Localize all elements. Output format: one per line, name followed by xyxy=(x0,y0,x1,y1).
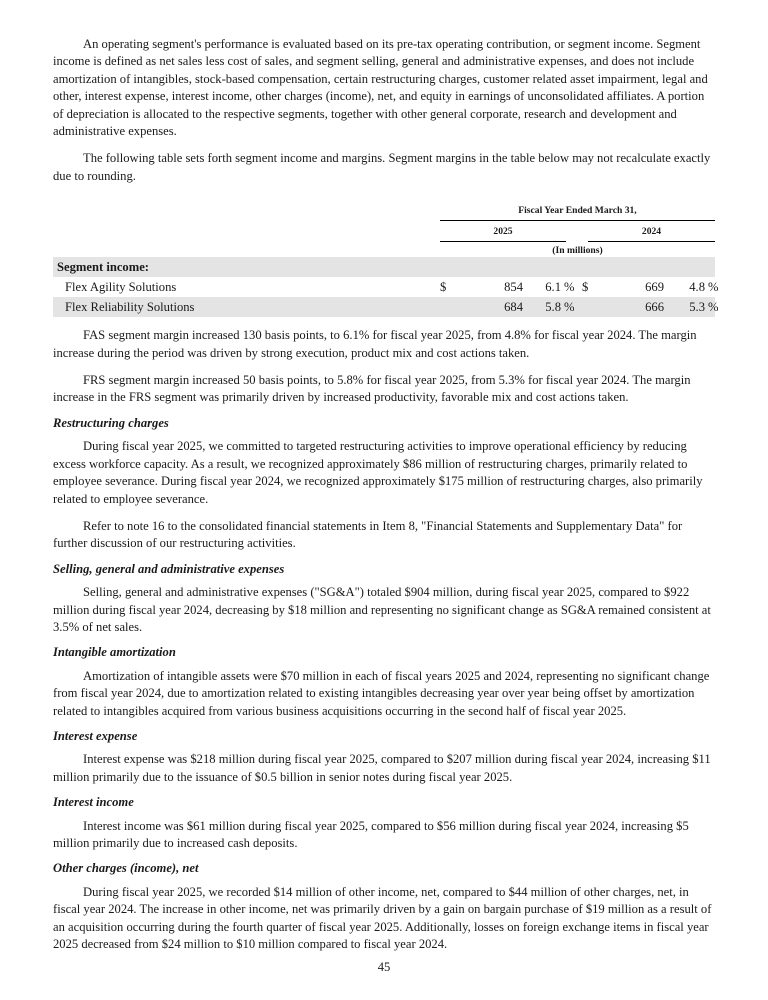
section-label: Segment income: xyxy=(57,260,149,275)
intro-paragraph-1: An operating segment's performance is evaluated based on its pre-tax operating contribution, or segment income. Segment income is defined as net sales less cost of sales, and segment selling, general and administrative expenses, and does not include amortization of intangibles, stock-based compensation, certain restructuring charges, customer related asset impairment, legal and other, interest expense, interest income, other charges (income), net, and equity in earnings of unconsolidated affiliates. A portion of depreciation is allocated to the respective segments, together with other general corporate, research and development and administrative expenses. xyxy=(53,37,708,139)
table-row xyxy=(53,277,719,297)
frs-margin-paragraph: FRS segment margin increased 50 basis points, to 5.8% for fiscal year 2025, from 5.3% for fiscal year 2024. The margin increase in the FRS segment was primarily driven by increased productivity, favorable mix and cost actions taken. xyxy=(53,373,691,405)
fiscal-year-header: Fiscal Year Ended March 31, xyxy=(518,205,637,217)
year-2025-header: 2025 xyxy=(493,226,513,238)
currency-2024: $ xyxy=(582,280,589,295)
margin-2024: 4.8 xyxy=(689,280,705,295)
margin-2025: 5.8 xyxy=(545,300,561,315)
restructuring-paragraph-2: Refer to note 16 to the consolidated financial statements in Item 8, "Financial Statements and Supplementary Data" for further discussion of our restructuring activities. xyxy=(53,518,683,551)
sga-heading: Selling, general and administrative expenses xyxy=(53,561,285,576)
interest-income-paragraph: Interest income was $61 million during fiscal year 2025, compared to $56 million during fiscal year 2024, increasing $5 million primarily due to increased cash deposits. xyxy=(53,818,689,850)
sga-paragraph: Selling, general and administrative expenses ("SG&A") totaled $904 million, during fiscal year 2025, compared to $922 million during fiscal year 2024, decreasing by $18 million and representing no significant change as SG&A remained consistent at 3.5% of net sales. xyxy=(53,585,711,634)
income-2025: 854 xyxy=(504,280,523,295)
currency-2025: $ xyxy=(440,280,447,295)
percent-2025: % xyxy=(564,280,575,295)
restructuring-heading: Restructuring charges xyxy=(53,415,169,430)
document-page xyxy=(53,36,719,953)
income-2024: 669 xyxy=(645,280,664,295)
table-header xyxy=(53,205,715,257)
margin-2024: 5.3 xyxy=(689,300,705,315)
percent-2025: % xyxy=(564,300,575,315)
row-label: Flex Reliability Solutions xyxy=(65,300,195,315)
fas-margin-paragraph: FAS segment margin increased 130 basis points, to 6.1% for fiscal year 2025, from 4.8% for fiscal year 2024. The margin increase during the period was driven by strong execution, product mix and cost actions taken. xyxy=(53,328,697,360)
page-number: 45 xyxy=(377,960,391,974)
amortization-paragraph: Amortization of intangible assets were $70 million in each of fiscal years 2025 and 2024, representing no significant change from fiscal year 2024, due to amortization related to existing intangibles decreasing year over year being offset by amortization related to intangibles acquired from various business acquisitions occurring in the second half of fiscal year 2025. xyxy=(53,668,710,718)
other-charges-heading: Other charges (income), net xyxy=(53,861,199,876)
margin-2025: 6.1 xyxy=(545,280,561,295)
table-section-row xyxy=(53,257,715,277)
interest-expense-paragraph: Interest expense was $218 million during fiscal year 2025, compared to $207 million during fiscal year 2024, increasing $11 million primarily due to the issuance of $0.5 billion in senior notes during fiscal year 2025. xyxy=(53,752,711,784)
row-label: Flex Agility Solutions xyxy=(65,280,177,295)
unit-label: (In millions) xyxy=(552,245,603,257)
intro-paragraph-2: The following table sets forth segment income and margins. Segment margins in the table below may not recalculate exactly due to rounding. xyxy=(53,151,711,183)
amortization-heading: Intangible amortization xyxy=(53,645,176,660)
table-row xyxy=(53,297,719,317)
year-2024-header: 2024 xyxy=(641,226,662,238)
other-charges-paragraph: During fiscal year 2025, we recorded $14 million of other income, net, compared to $44 million of other charges, net, in fiscal year 2024. The increase in other income, net was primarily driven by a gain on bargain purchase of $19 million as a result of an acquisition occurring during the fourth quarter of fiscal year 2025. Additionally, losses on foreign exchange items in fiscal year 2025 decreased from $24 million to $10 million compared to fiscal year 2024. xyxy=(53,884,712,952)
restructuring-paragraph-1: During fiscal year 2025, we committed to targeted restructuring activities to improve operational efficiency by reducing excess workforce capacity. As a result, we recognized approximately $86 million of restructuring charges, primarily related to employee severance. During fiscal year 2024, we recognized approximately $175 million of restructuring charges, also primarily related to employee severance. xyxy=(53,439,703,506)
income-2024: 666 xyxy=(645,300,664,315)
interest-expense-heading: Interest expense xyxy=(53,728,138,743)
segment-income-table xyxy=(53,205,719,317)
interest-income-heading: Interest income xyxy=(53,795,134,810)
percent-2024: % xyxy=(708,280,719,295)
income-2025: 684 xyxy=(504,300,523,315)
percent-2024: % xyxy=(708,300,719,315)
